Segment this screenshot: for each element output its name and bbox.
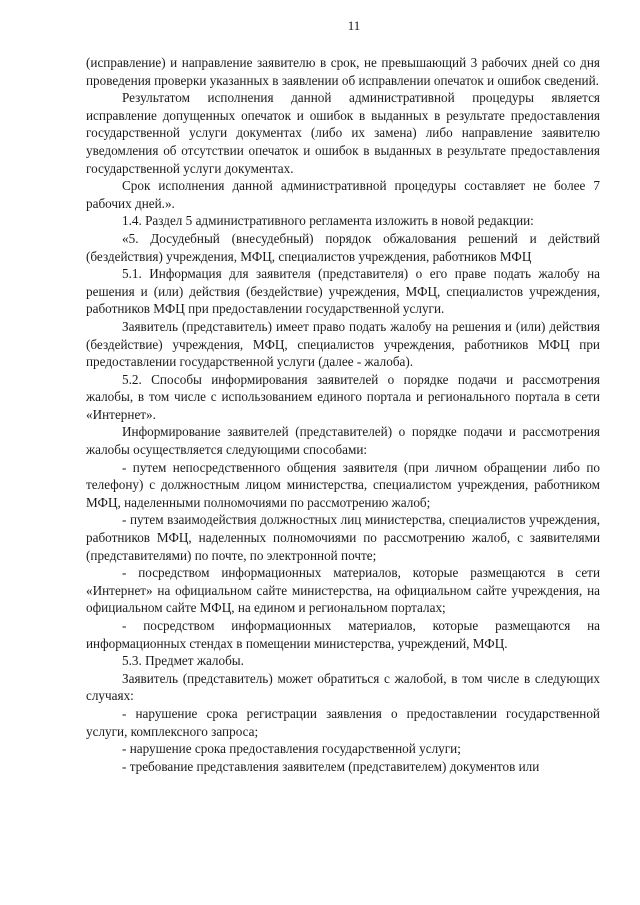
paragraph: - посредством информационных материалов, которые размещаются на информационных стендах в помещении министерства, учреждений, МФЦ. — [86, 618, 600, 651]
document-body — [86, 54, 600, 775]
paragraph: 1.4. Раздел 5 административного регламента изложить в новой редакции: — [122, 213, 534, 229]
page-number: 11 — [347, 18, 361, 33]
paragraph: Заявитель (представитель) имеет право подать жалобу на решения и (или) действия (бездействие) учреждения, МФЦ, специалистов учреждения, работников МФЦ при предоставлении государственной услуги (далее - жалоба). — [86, 318, 600, 370]
paragraph: Заявитель (представитель) может обратиться с жалобой, в том числе в следующих случаях: — [86, 670, 600, 704]
paragraph: 5.2. Способы информирования заявителей о порядке подачи и рассмотрения жалобы, в том числе с использованием единого портала и регионального портала в сети «Интернет». — [86, 371, 600, 422]
paragraph: - нарушение срока предоставления государственной услуги; — [122, 741, 461, 757]
paragraph: «5. Досудебный (внесудебный) порядок обжалования решений и действий (бездействия) учреждения, МФЦ, специалистов учреждения, работников МФЦ — [86, 230, 600, 264]
paragraph: - требование представления заявителем (представителем) документов или — [122, 758, 540, 774]
paragraph: 5.3. Предмет жалобы. — [122, 653, 244, 669]
paragraph: Результатом исполнения данной административной процедуры является исправление допущенных опечаток и ошибок в выданных в результате предоставления государственной услуги документах (либо их замена) либо направление заявителю уведомления об отсутствии опечаток и ошибок в выданных в результате предоставления государственной услуги документах. — [86, 90, 600, 176]
paragraph: (исправление) и направление заявителю в срок, не превышающий 3 рабочих дней со дня проведения проверки указанных в заявлении об исправлении опечаток и ошибок сведений. — [86, 55, 600, 88]
paragraph: Срок исполнения данной административной процедуры составляет не более 7 рабочих дней.». — [86, 178, 600, 211]
paragraph: - нарушение срока регистрации заявления о предоставлении государственной услуги, комплексного запроса; — [86, 705, 600, 739]
paragraph: - посредством информационных материалов, которые размещаются в сети «Интернет» на официальном сайте министерства, на официальном сайте учреждения, на официальном сайте МФЦ, на едином и региональном порталах; — [86, 565, 600, 616]
paragraph: - путем взаимодействия должностных лиц министерства, специалистов учреждения, работников МФЦ, наделенных полномочиями по рассмотрению жалоб, с заявителями (представителями) по почте, по электронной почте; — [86, 512, 600, 563]
paragraph: 5.1. Информация для заявителя (представителя) о его праве подать жалобу на решения и (или) действия (бездействие) учреждения, МФЦ, специалистов учреждения, работников МФЦ при предоставлении государственной услуги. — [86, 266, 600, 317]
paragraph: - путем непосредственного общения заявителя (при личном обращении либо по телефону) с должностным лицом министерства, специалистом учреждения, работником МФЦ, наделенными полномочиями по рассмотрению жалоб; — [86, 459, 600, 510]
paragraph: Информирование заявителей (представителей) о порядке подачи и рассмотрения жалобы осуществляется следующими способами: — [86, 424, 600, 458]
